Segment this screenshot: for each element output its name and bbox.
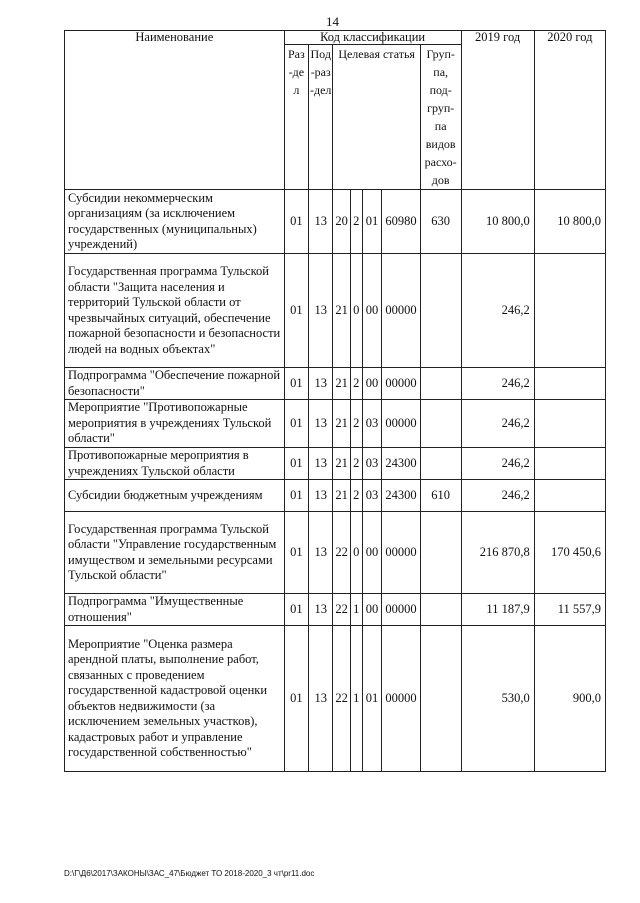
row-amount-2020: 900,0: [534, 626, 605, 772]
row-expense-group: [420, 368, 461, 400]
table-row: [65, 626, 606, 772]
row-name: Субсидии бюджетным учреждениям: [65, 480, 285, 512]
row-program: 21: [333, 368, 350, 400]
row-program: 21: [333, 448, 350, 480]
row-name: Подпрограмма "Обеспечение пожарной безопасности": [65, 368, 285, 400]
header-name: Наименование: [65, 31, 285, 190]
row-subsection: 13: [309, 512, 333, 594]
row-event: 03: [362, 400, 381, 448]
row-program: 21: [333, 254, 350, 368]
row-event: 00: [362, 512, 381, 594]
row-name: Государственная программа Тульской области "Управление государственным имуществом и земельными ресурсами Тульской области": [65, 512, 285, 594]
row-expense-group: [420, 400, 461, 448]
row-section: 01: [284, 594, 308, 626]
row-amount-2020: 10 800,0: [534, 190, 605, 254]
row-amount-2020: [534, 448, 605, 480]
row-section: 01: [284, 254, 308, 368]
row-direction: 00000: [382, 512, 421, 594]
row-name: Субсидии некоммерческим организациям (за исключением государственных (муниципальных) учреждений): [65, 190, 285, 254]
row-name: Мероприятие "Оценка размера арендной платы, выполнение работ, связанных с проведением государственной кадастровой оценки объектов недвижимости (за исключением земельных участков), кадастровых работ и управление государственной собственностью": [65, 626, 285, 772]
row-expense-group: [420, 626, 461, 772]
row-subprogram: 2: [350, 190, 362, 254]
header-expense-group: Груп-па, под-груп-па видов расхо-дов: [420, 45, 461, 190]
row-expense-group: [420, 448, 461, 480]
row-program: 20: [333, 190, 350, 254]
row-amount-2020: 170 450,6: [534, 512, 605, 594]
table-row: [65, 480, 606, 512]
row-subsection: 13: [309, 400, 333, 448]
row-amount-2019: 216 870,8: [461, 512, 534, 594]
row-subprogram: 2: [350, 448, 362, 480]
row-subsection: 13: [309, 368, 333, 400]
header-year-2019: 2019 год: [461, 31, 534, 190]
table-row: [65, 368, 606, 400]
row-amount-2020: [534, 368, 605, 400]
row-program: 21: [333, 400, 350, 448]
row-amount-2019: 246,2: [461, 480, 534, 512]
row-direction: 00000: [382, 594, 421, 626]
row-subprogram: 2: [350, 368, 362, 400]
row-amount-2019: 246,2: [461, 448, 534, 480]
header-target-article: Целевая статья: [333, 45, 420, 190]
row-subprogram: 2: [350, 480, 362, 512]
row-direction: 24300: [382, 480, 421, 512]
row-direction: 00000: [382, 400, 421, 448]
row-subsection: 13: [309, 626, 333, 772]
row-event: 01: [362, 626, 381, 772]
row-expense-group: [420, 594, 461, 626]
row-subprogram: 1: [350, 594, 362, 626]
row-amount-2019: 246,2: [461, 400, 534, 448]
row-program: 22: [333, 626, 350, 772]
row-section: 01: [284, 512, 308, 594]
row-subsection: 13: [309, 190, 333, 254]
row-direction: 00000: [382, 254, 421, 368]
row-name: Противопожарные мероприятия в учреждениях Тульской области: [65, 448, 285, 480]
table-row: [65, 190, 606, 254]
header-subsection: Под-раз-дел: [309, 45, 333, 190]
row-section: 01: [284, 448, 308, 480]
page-number: 14: [326, 14, 339, 29]
row-subsection: 13: [309, 594, 333, 626]
row-subprogram: 0: [350, 512, 362, 594]
row-subsection: 13: [309, 448, 333, 480]
row-program: 22: [333, 594, 350, 626]
row-subprogram: 1: [350, 626, 362, 772]
header-classification: Код классификации: [284, 31, 461, 45]
row-amount-2019: 11 187,9: [461, 594, 534, 626]
row-event: 00: [362, 594, 381, 626]
row-subprogram: 0: [350, 254, 362, 368]
row-expense-group: [420, 254, 461, 368]
row-name: Подпрограмма "Имущественные отношения": [65, 594, 285, 626]
header-year-2020: 2020 год: [534, 31, 605, 190]
row-section: 01: [284, 480, 308, 512]
row-amount-2020: 11 557,9: [534, 594, 605, 626]
row-event: 00: [362, 254, 381, 368]
document-footer-path: D:\Г\Д6\2017\ЗАКОНЫ\ЗАС_47\Бюджет ТО 2018-2020_3 чт\pr11.doc: [64, 869, 315, 878]
row-direction: 24300: [382, 448, 421, 480]
row-name: Мероприятие "Противопожарные мероприятия в учреждениях Тульской области": [65, 400, 285, 448]
row-direction: 60980: [382, 190, 421, 254]
table-row: [65, 512, 606, 594]
row-subsection: 13: [309, 480, 333, 512]
row-direction: 00000: [382, 368, 421, 400]
table-row: [65, 594, 606, 626]
row-program: 21: [333, 480, 350, 512]
table-row: [65, 254, 606, 368]
table-row: [65, 448, 606, 480]
row-subsection: 13: [309, 254, 333, 368]
row-amount-2020: [534, 254, 605, 368]
row-section: 01: [284, 368, 308, 400]
row-event: 03: [362, 480, 381, 512]
row-event: 00: [362, 368, 381, 400]
row-amount-2019: 246,2: [461, 254, 534, 368]
row-amount-2019: 530,0: [461, 626, 534, 772]
table-row: [65, 400, 606, 448]
row-section: 01: [284, 400, 308, 448]
row-subprogram: 2: [350, 400, 362, 448]
row-amount-2020: [534, 480, 605, 512]
row-direction: 00000: [382, 626, 421, 772]
row-expense-group: 610: [420, 480, 461, 512]
row-event: 03: [362, 448, 381, 480]
row-program: 22: [333, 512, 350, 594]
header-section: Раз-дел: [284, 45, 308, 190]
budget-table: [64, 30, 606, 772]
row-section: 01: [284, 190, 308, 254]
row-expense-group: 630: [420, 190, 461, 254]
row-event: 01: [362, 190, 381, 254]
row-expense-group: [420, 512, 461, 594]
row-amount-2019: 246,2: [461, 368, 534, 400]
row-amount-2020: [534, 400, 605, 448]
row-amount-2019: 10 800,0: [461, 190, 534, 254]
row-section: 01: [284, 626, 308, 772]
row-name: Государственная программа Тульской области "Защита населения и территорий Тульской области от чрезвычайных ситуаций, обеспечение пожарной безопасности и безопасности людей на водных объектах": [65, 254, 285, 368]
